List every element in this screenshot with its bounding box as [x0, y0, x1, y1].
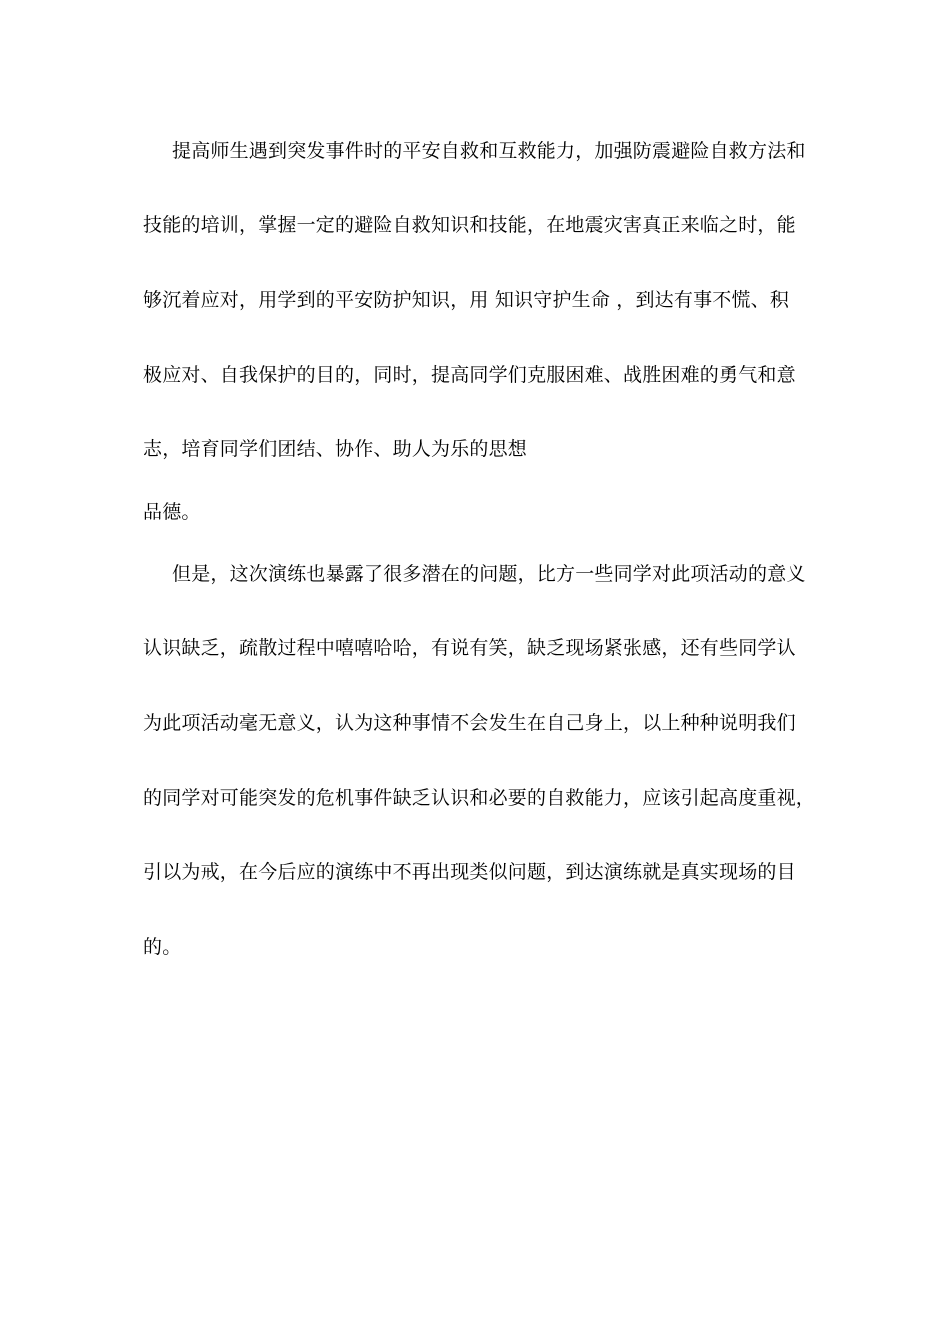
paragraph-1-line-1: 提高师生遇到突发事件时的平安自救和互救能力，加强防震避险自救方法和	[172, 140, 806, 162]
paragraph-2-line-4: 的同学对可能突发的危机事件缺乏认识和必要的自救能力，应该引起高度重视，	[143, 787, 816, 809]
paragraph-2-line-6: 的。	[143, 936, 182, 958]
paragraph-1-line-5: 志，培育同学们团结、协作、助人为乐的思想	[143, 438, 528, 460]
paragraph-2-line-2: 认识缺乏，疏散过程中嘻嘻哈哈，有说有笑，缺乏现场紧张感，还有些同学认	[143, 637, 796, 659]
paragraph-2-line-3: 为此项活动毫无意义，认为这种事情不会发生在自己身上，以上种种说明我们	[143, 712, 796, 734]
paragraph-2-line-1: 但是，这次演练也暴露了很多潜在的问题，比方一些同学对此项活动的意义	[172, 563, 806, 585]
paragraph-1-line-6: 品德。	[143, 501, 201, 523]
paragraph-2-line-5: 引以为戒，在今后应的演练中不再出现类似问题，到达演练就是真实现场的目	[143, 861, 796, 883]
paragraph-1-line-2: 技能的培训，掌握一定的避险自救知识和技能，在地震灾害真正来临之时，能	[143, 214, 796, 236]
paragraph-1-line-4: 极应对、自我保护的目的，同时，提高同学们克服困难、战胜困难的勇气和意	[143, 364, 796, 386]
paragraph-1-line-3: 够沉着应对，用学到的平安防护知识，用 知识守护生命 ，到达有事不慌、积	[143, 289, 790, 311]
